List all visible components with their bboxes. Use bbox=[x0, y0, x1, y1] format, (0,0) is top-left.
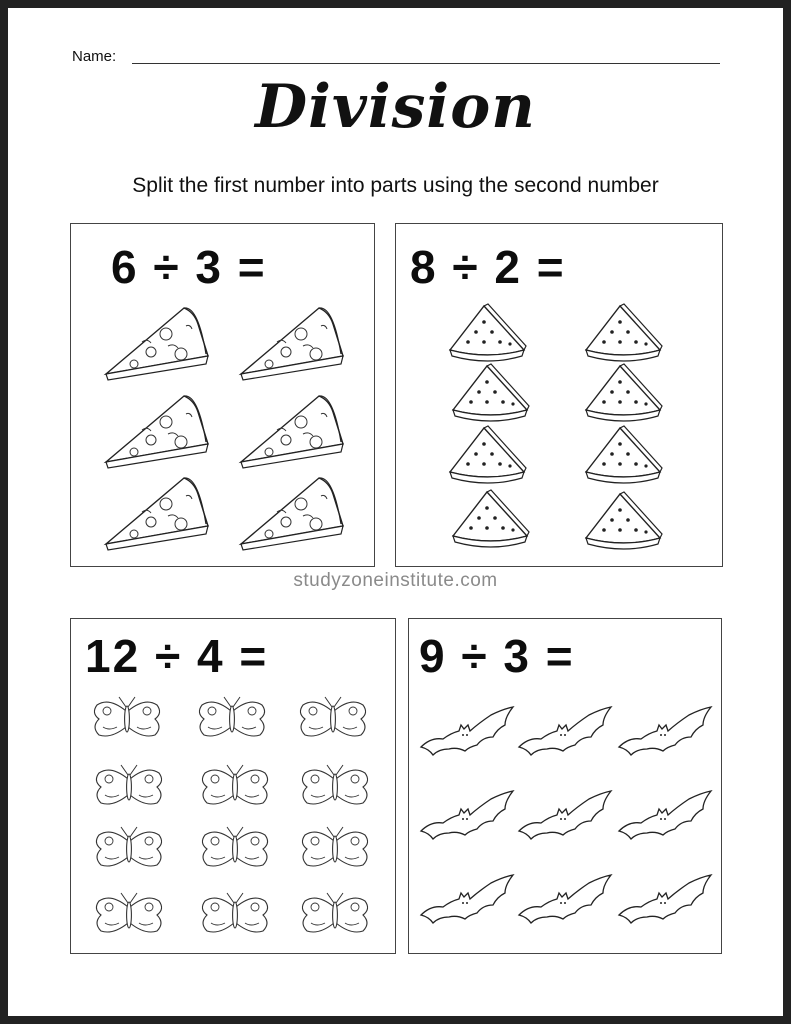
butterfly-icon bbox=[96, 765, 161, 804]
butterfly-icon bbox=[202, 893, 267, 932]
worksheet-title: Division bbox=[255, 72, 536, 142]
instructions: Split the first number into parts using the second number bbox=[132, 174, 659, 197]
problem-box-1 bbox=[70, 223, 375, 567]
bat-icon bbox=[421, 707, 513, 755]
problem-box-2 bbox=[395, 223, 723, 567]
butterfly-icon bbox=[302, 827, 367, 866]
watermelon-slice-icon bbox=[586, 364, 662, 421]
butterfly-icon bbox=[302, 893, 367, 932]
picture-group-1 bbox=[71, 224, 374, 566]
watermelon-slice-icon bbox=[450, 426, 526, 483]
pizza-slice-icon bbox=[106, 308, 208, 380]
watermelon-slice-icon bbox=[450, 304, 526, 361]
name-label: Name: bbox=[72, 48, 117, 65]
pizza-slice-icon bbox=[241, 478, 343, 550]
equation-3: 12 ÷ 4 = bbox=[85, 630, 269, 682]
problem-box-3 bbox=[70, 618, 396, 954]
pizza-slice-icon bbox=[241, 396, 343, 468]
butterfly-icon bbox=[96, 893, 161, 932]
equation-4: 9 ÷ 3 = bbox=[419, 630, 575, 682]
bat-icon bbox=[421, 791, 513, 839]
butterfly-icon bbox=[96, 827, 161, 866]
pizza-slice-icon bbox=[241, 308, 343, 380]
butterfly-icon bbox=[94, 697, 159, 736]
picture-group-4 bbox=[409, 619, 721, 953]
bat-icon bbox=[519, 791, 611, 839]
pizza-slice-icon bbox=[106, 478, 208, 550]
bat-icon bbox=[619, 791, 711, 839]
butterfly-icon bbox=[202, 765, 267, 804]
equation-1: 6 ÷ 3 = bbox=[111, 241, 267, 293]
watermelon-slice-icon bbox=[586, 426, 662, 483]
picture-group-3 bbox=[71, 619, 395, 953]
bat-icon bbox=[421, 875, 513, 923]
watermelon-slice-icon bbox=[586, 492, 662, 549]
picture-group-2 bbox=[396, 224, 722, 566]
bat-icon bbox=[619, 707, 711, 755]
problem-box-4 bbox=[408, 618, 722, 954]
equation-2: 8 ÷ 2 = bbox=[410, 241, 566, 293]
watermelon-slice-icon bbox=[453, 490, 529, 547]
watermark: studyzoneinstitute.com bbox=[293, 570, 498, 591]
bat-icon bbox=[519, 875, 611, 923]
butterfly-icon bbox=[300, 697, 365, 736]
watermelon-slice-icon bbox=[586, 304, 662, 361]
butterfly-icon bbox=[302, 765, 367, 804]
name-line[interactable] bbox=[132, 63, 720, 64]
watermelon-slice-icon bbox=[453, 364, 529, 421]
bat-icon bbox=[519, 707, 611, 755]
butterfly-icon bbox=[202, 827, 267, 866]
pizza-slice-icon bbox=[106, 396, 208, 468]
bat-icon bbox=[619, 875, 711, 923]
butterfly-icon bbox=[199, 697, 264, 736]
